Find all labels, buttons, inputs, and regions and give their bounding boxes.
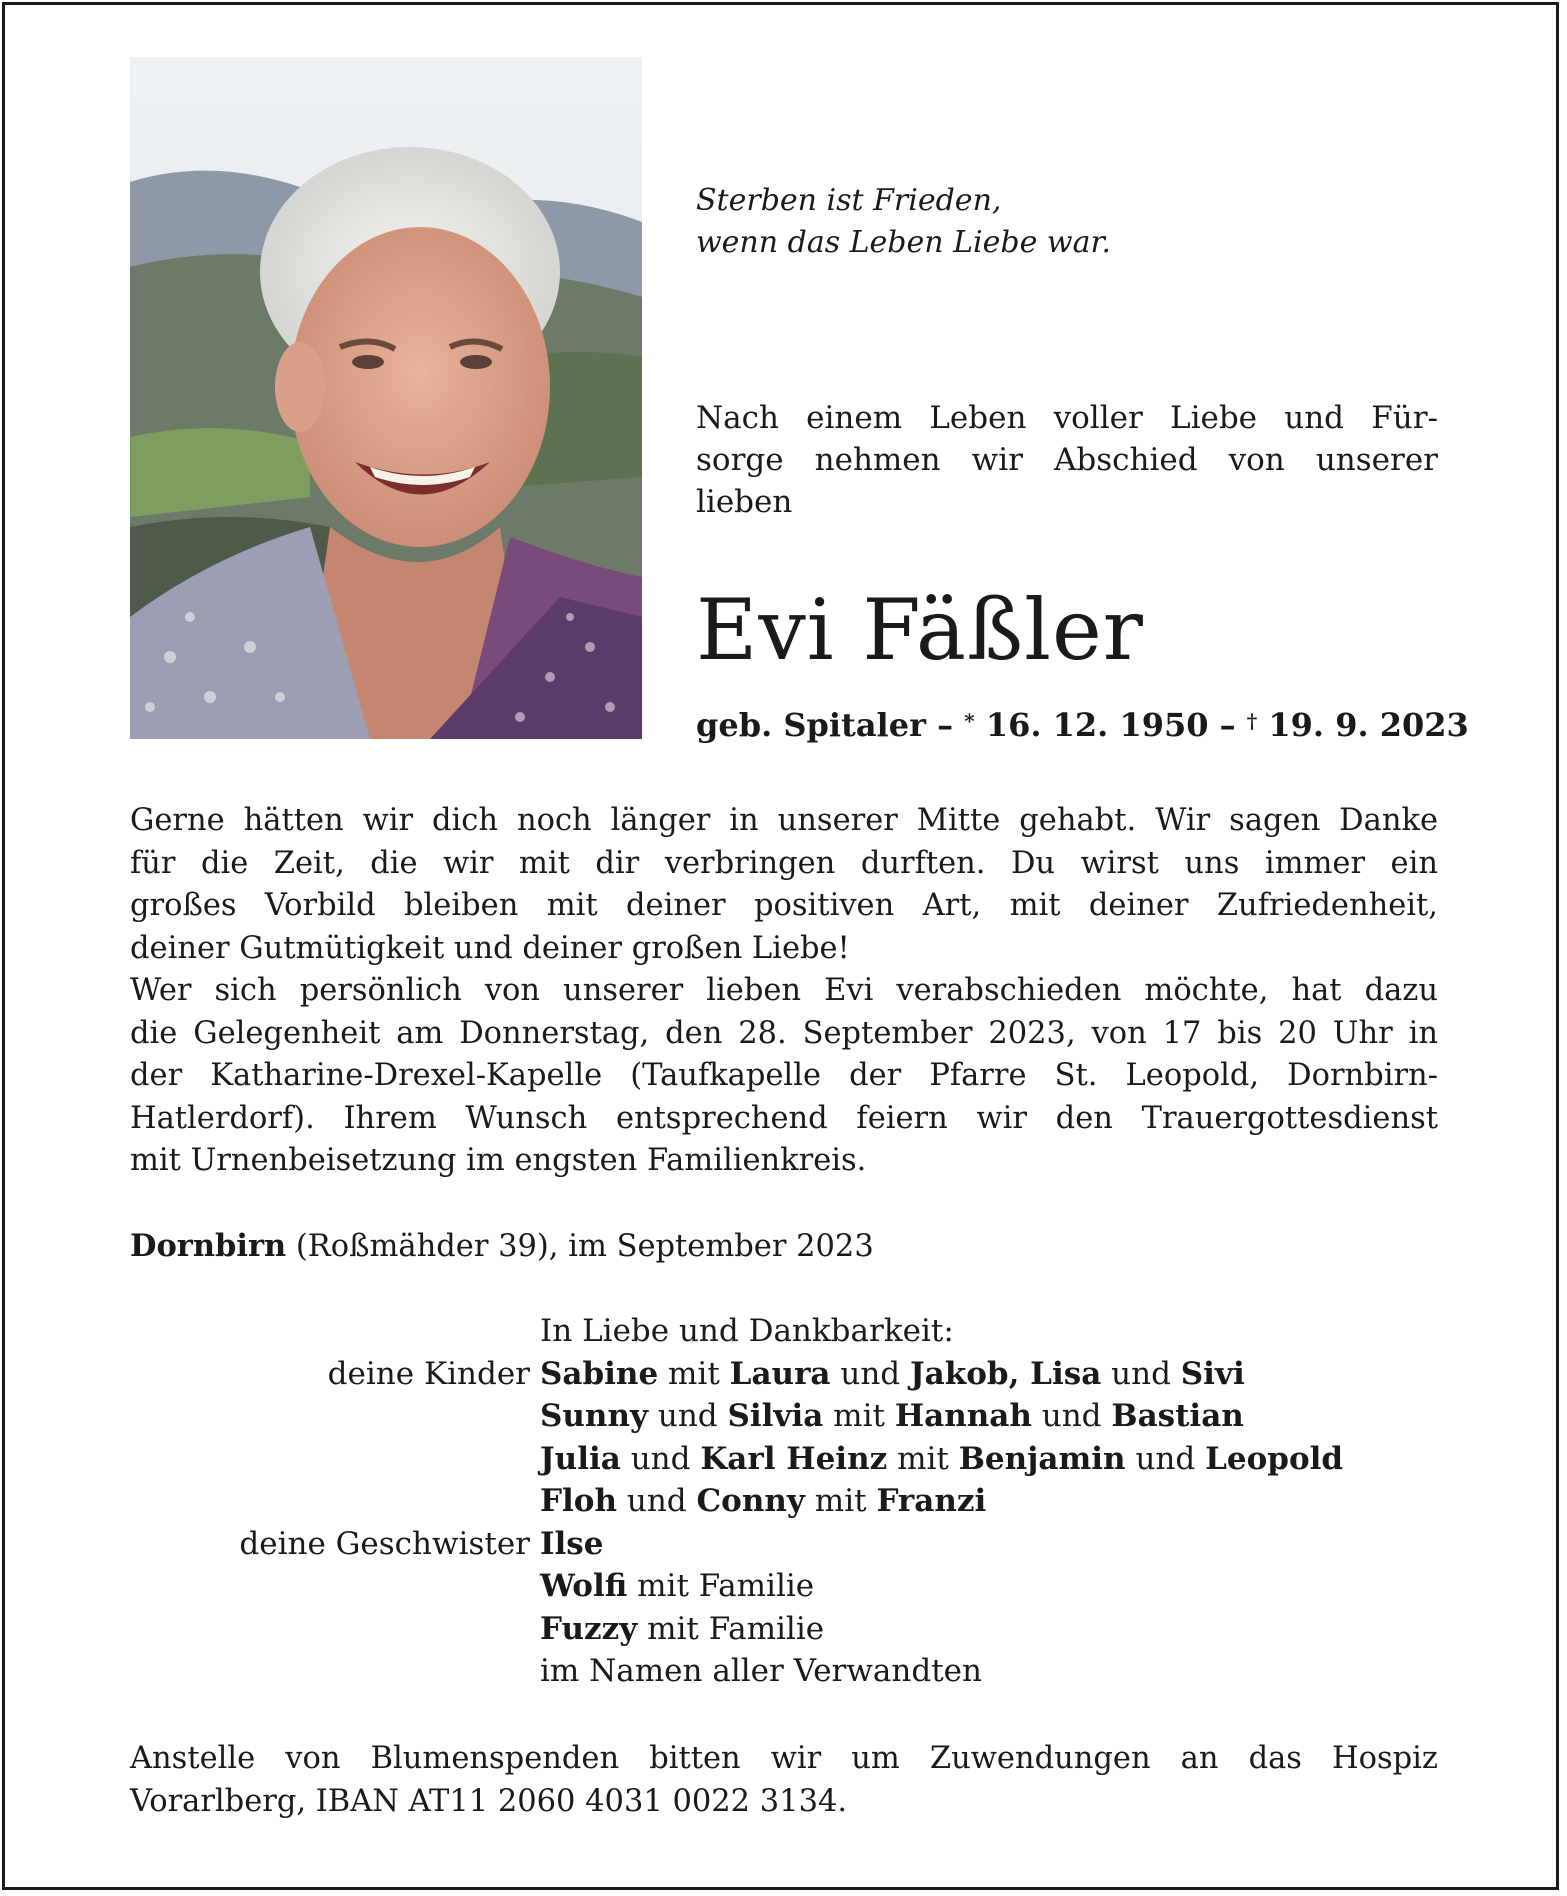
motto [696, 180, 1111, 264]
mourner-name: Karl Heinz [700, 1440, 888, 1477]
mourner-name: Benjamin [958, 1440, 1126, 1477]
text-line: deiner Gutmütigkeit und deiner großen Liebe! [130, 930, 850, 966]
donation-note [130, 1738, 1438, 1823]
mourner-line: Floh und Conny mit Franzi [540, 1483, 987, 1519]
dash: – [1219, 706, 1236, 744]
siblings-label: deine Geschwister [239, 1525, 530, 1562]
mourner-line: Sabine mit Laura und Jakob, Lisa und Sivi [540, 1355, 1245, 1392]
text-line: Hatlerdorf). Ihrem Wunsch entsprechend feiern wir den Trauergottesdienst [130, 1100, 1438, 1136]
children-label: deine Kinder [327, 1355, 530, 1392]
life-dates [696, 703, 1469, 747]
mourner-line [540, 1523, 1438, 1566]
mourner-name: Silvia [727, 1398, 824, 1434]
city: Dornbirn [130, 1228, 287, 1264]
mourner-name: Julia [540, 1440, 621, 1477]
text-line: die Gelegenheit am Donnerstag, den 28. September 2023, von 17 bis 20 Uhr in [130, 1015, 1438, 1051]
intro-line: Nach einem Leben voller Liebe und Für- [696, 400, 1438, 436]
mourner-name: Sivi [1180, 1355, 1245, 1392]
motto-line: Sterben ist Frieden, [696, 183, 1002, 218]
mourner-name: Wolfi [540, 1568, 628, 1604]
mourner-name: Sunny [540, 1398, 649, 1434]
mourner-line: Fuzzy mit Familie [540, 1610, 825, 1647]
mourner-line: Julia und Karl Heinz mit Benjamin und Leopold [540, 1440, 1344, 1477]
mourner-name: Fuzzy [540, 1610, 638, 1647]
place-and-date [130, 1225, 874, 1268]
mourner-name: Hannah [894, 1398, 1032, 1434]
mourner-name: Franzi [876, 1483, 987, 1519]
portrait-photo [130, 57, 642, 739]
mourner-line: Wolfi mit Familie [540, 1568, 815, 1604]
maiden-name: geb. Spitaler [696, 706, 926, 744]
mourner-name: Ilse [540, 1525, 604, 1562]
mourner-name: Conny [696, 1483, 805, 1519]
mourners-list [130, 1310, 1438, 1693]
text-line: mit Urnenbeisetzung im engsten Familienkreis. [130, 1143, 867, 1178]
deceased-name: Evi Fäßler [696, 581, 1144, 679]
birth-symbol: * [964, 709, 975, 733]
text-line: für die Zeit, die wir mit dir verbringen durften. Du wirst uns immer ein [130, 845, 1438, 881]
mourner-name: Laura [729, 1355, 831, 1392]
death-symbol: † [1246, 709, 1258, 733]
address-date: (Roßmähder 39), im September 2023 [286, 1229, 874, 1264]
mourner-line: Sunny und Silvia mit Hannah und Bastian [540, 1398, 1244, 1434]
mourner-name: Jakob, Lisa [910, 1355, 1102, 1392]
birth-date: 16. 12. 1950 [985, 706, 1209, 744]
mourner-line: im Namen aller Verwandten [540, 1653, 982, 1689]
intro-text [696, 397, 1438, 523]
mourner-name: Leopold [1205, 1440, 1344, 1477]
obituary-text [130, 800, 1438, 1183]
motto-line: wenn das Leben Liebe war. [696, 225, 1112, 260]
mourner-name: Bastian [1111, 1398, 1244, 1434]
death-date: 19. 9. 2023 [1268, 706, 1469, 744]
mourners-heading: In Liebe und Dankbarkeit: [540, 1313, 954, 1349]
intro-line: sorge nehmen wir Abschied von unserer [696, 442, 1438, 478]
dash: – [937, 706, 954, 744]
text-line: der Katharine-Drexel-Kapelle (Taufkapelle der Pfarre St. Leopold, Dornbirn- [130, 1058, 1438, 1093]
mourner-name: Floh [540, 1483, 618, 1519]
text-line: Gerne hätten wir dich noch länger in unserer Mitte gehabt. Wir sagen Danke [130, 803, 1438, 838]
text-line: Wer sich persönlich von unserer lieben Evi verabschieden möchte, hat dazu [130, 973, 1438, 1008]
intro-line: lieben [696, 484, 793, 520]
mourner-name: Sabine [540, 1355, 659, 1392]
text-line: Vorarlberg, IBAN AT11 2060 4031 0022 3134. [130, 1783, 848, 1819]
text-line: Anstelle von Blumenspenden bitten wir um Zuwendungen an das Hospiz [130, 1741, 1438, 1776]
text-line: großes Vorbild bleiben mit deiner positiven Art, mit deiner Zufriedenheit, [130, 888, 1438, 923]
